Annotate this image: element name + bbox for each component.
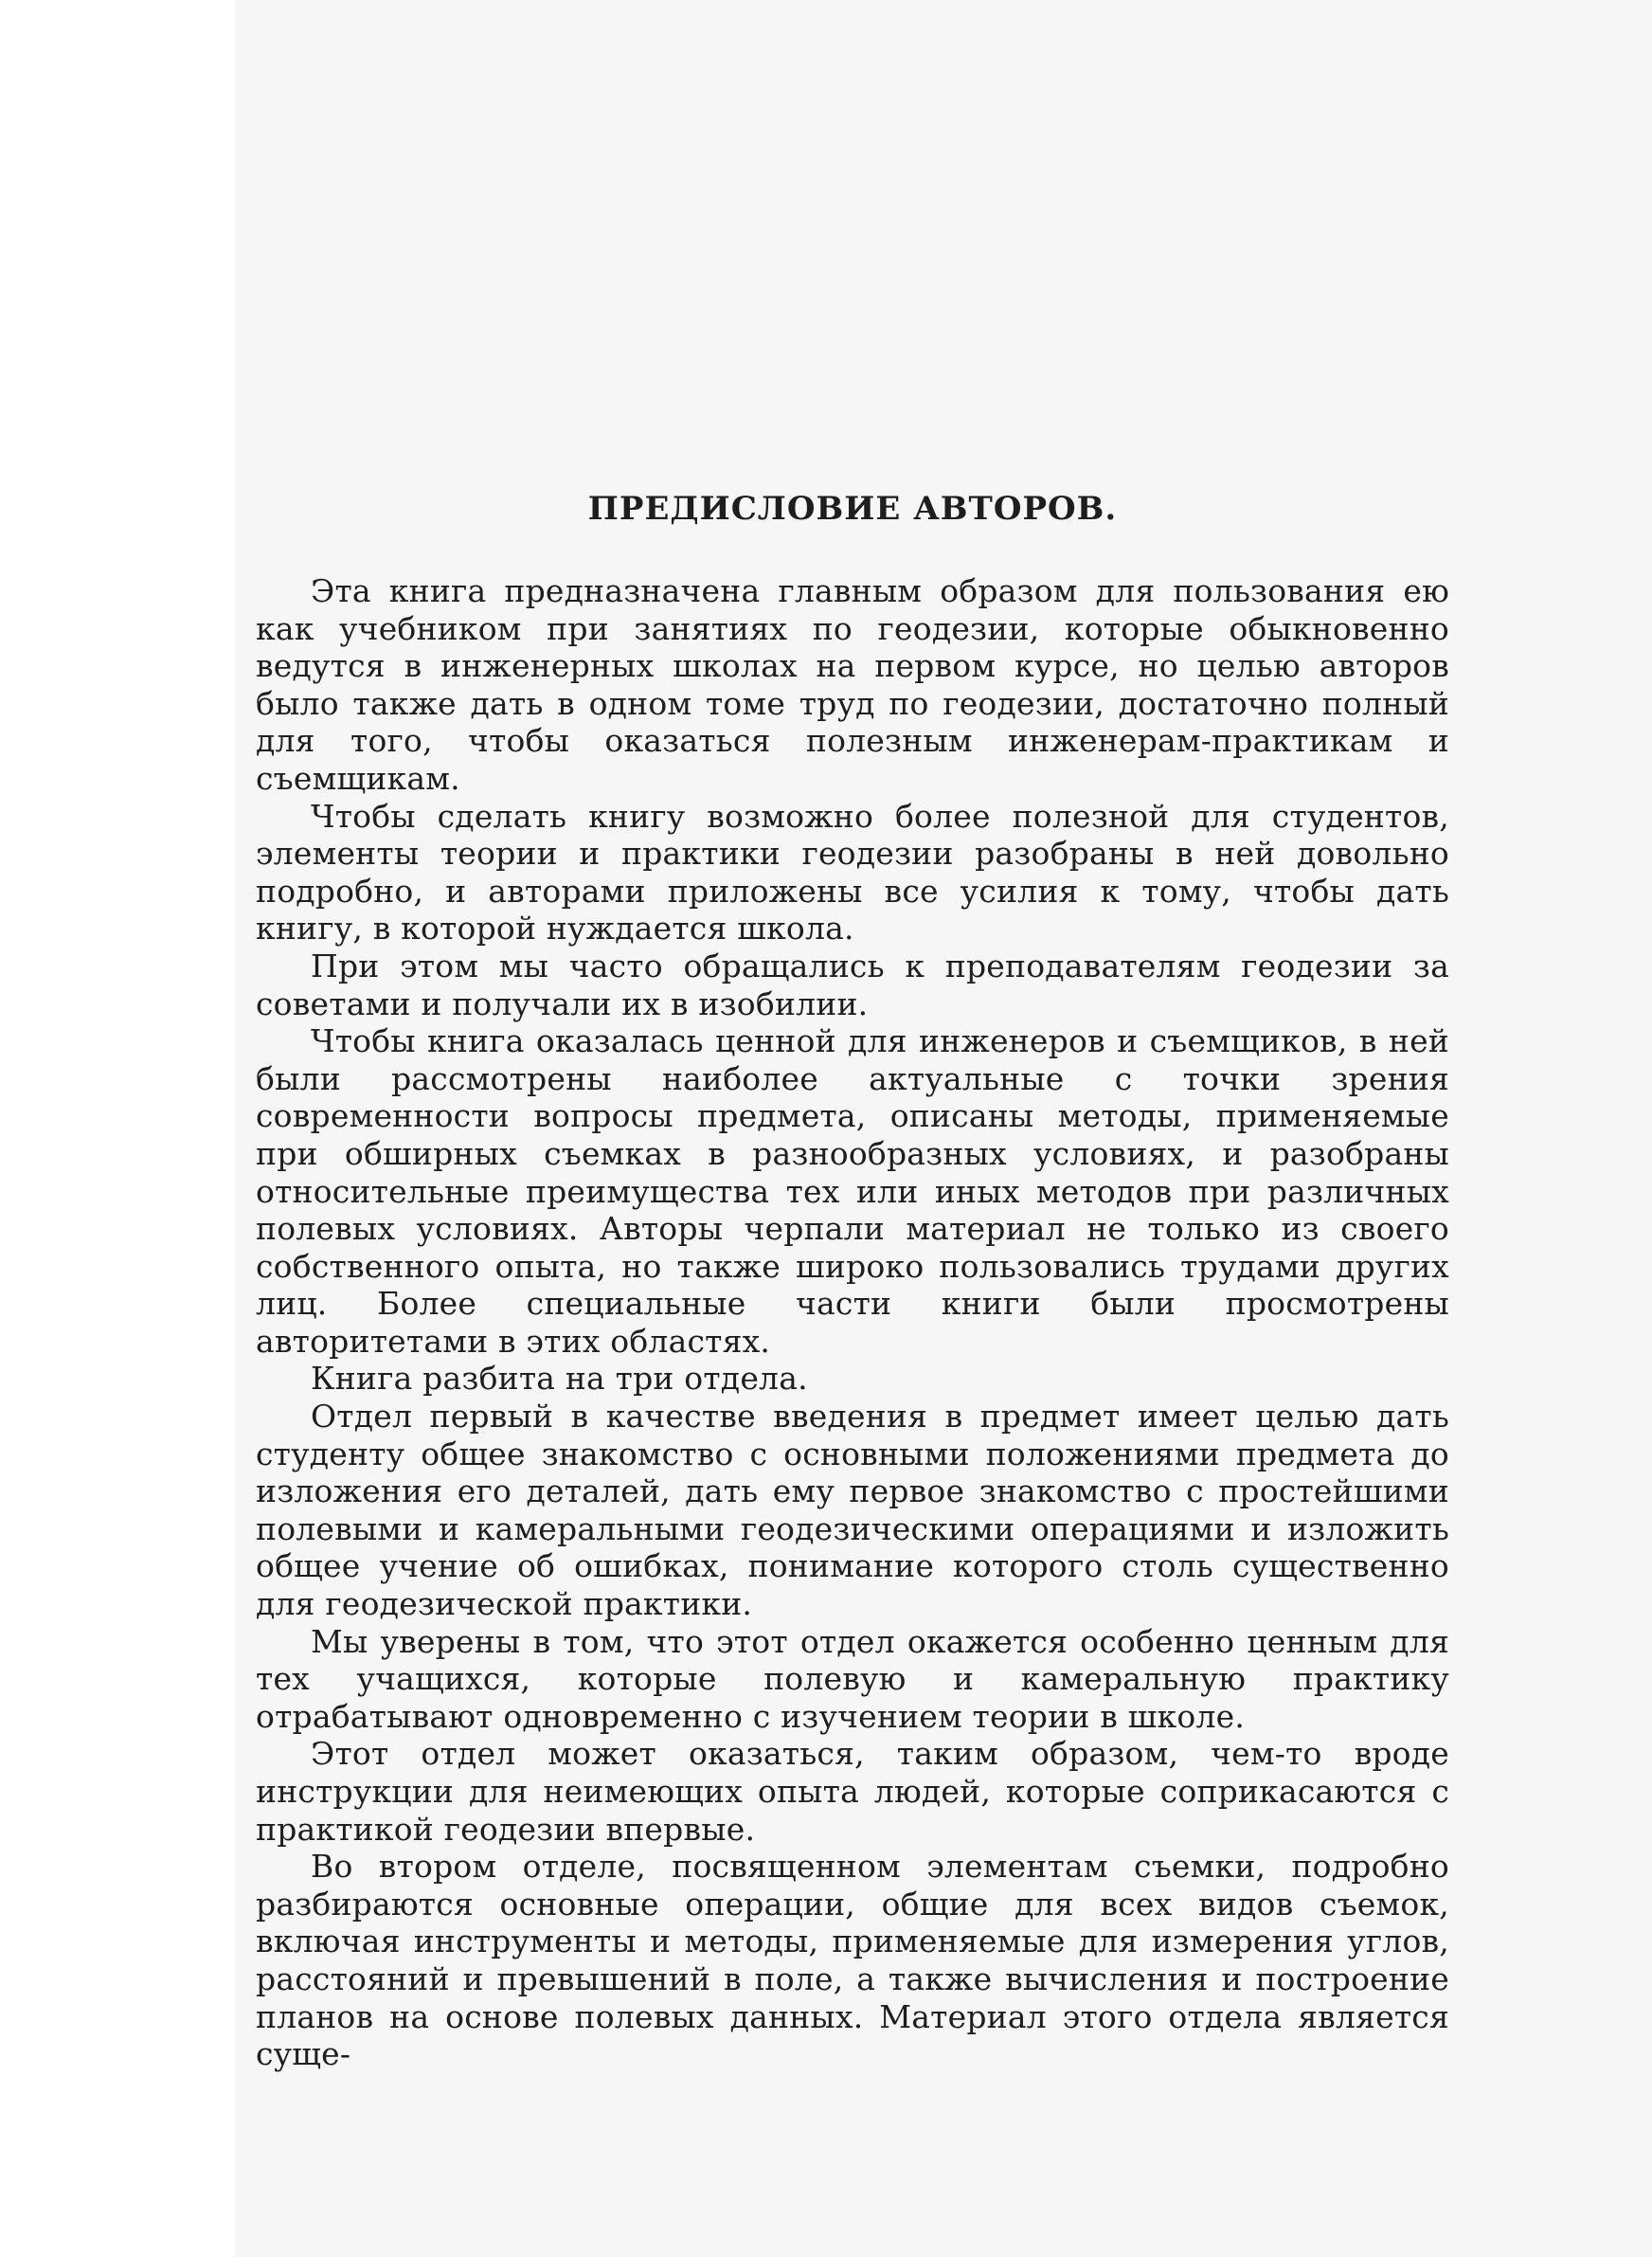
paragraph-8: Этот отдел может оказаться, таким образом, чем-то вроде инструкции для неимеющих опыта людей, которые соприкасаются с практикой геодезии впервые. <box>256 1735 1449 1848</box>
paragraph-9: Во втором отделе, посвященном элементам съемки, подробно разбираются основные операции, общие для всех видов съемок, включая инструменты и методы, применяемые для измерения углов, расстояний и превышений в поле, а также вычисления и построение планов на основе полевых данных. Материал этого отдела является суще- <box>256 1848 1449 2073</box>
paragraph-7: Мы уверены в том, что этот отдел окажется особенно ценным для тех учащихся, которые полевую и камеральную практику отрабатывают одновременно с изучением теории в школе. <box>256 1622 1449 1735</box>
paragraph-6: Отдел первый в качестве введения в предмет имеет целью дать студенту общее знакомство с основными положениями предмета до изложения его деталей, дать ему первое знакомство с простейшими полевыми и камеральными геодезическими операциями и изложить общее учение об ошибках, понимание которого столь существенно для геодезической практики. <box>256 1398 1449 1623</box>
paragraph-3: При этом мы часто обращались к преподавателям геодезии за советами и получали их в изобилии. <box>256 947 1449 1022</box>
paragraph-1: Эта книга предназначена главным образом для пользования ею как учебником при занятиях по геодезии, которые обыкновенно ведутся в инженерных школах на первом курсе, но целью авторов было также дать в одном томе труд по геодезии, достаточно полный для того, чтобы оказаться полезным инженерам-практикам и съемщикам. <box>256 572 1449 797</box>
paragraph-2: Чтобы сделать книгу возможно более полезной для студентов, элементы теории и практики геодезии разобраны в ней довольно подробно, и авторами приложены все усилия к тому, чтобы дать книгу, в которой нуждается школа. <box>256 797 1449 948</box>
paragraph-5: Книга разбита на три отдела. <box>311 1360 808 1398</box>
preface-text-block <box>256 490 1449 2073</box>
page-title: ПРЕДИСЛОВИЕ АВТОРОВ. <box>587 490 1118 528</box>
paragraph-4: Чтобы книга оказалась ценной для инженеров и съемщиков, в ней были рассмотрены наиболее актуальные с точки зрения современности вопросы предмета, описаны методы, применяемые при обширных съемках в разнообразных условиях, и разобраны относительные преимущества тех или иных методов при различных полевых условиях. Авторы черпали материал не только из своего собственного опыта, но также широко пользовались трудами других лиц. Более специальные части книги были просмотрены авторитетами в этих областях. <box>256 1022 1449 1360</box>
